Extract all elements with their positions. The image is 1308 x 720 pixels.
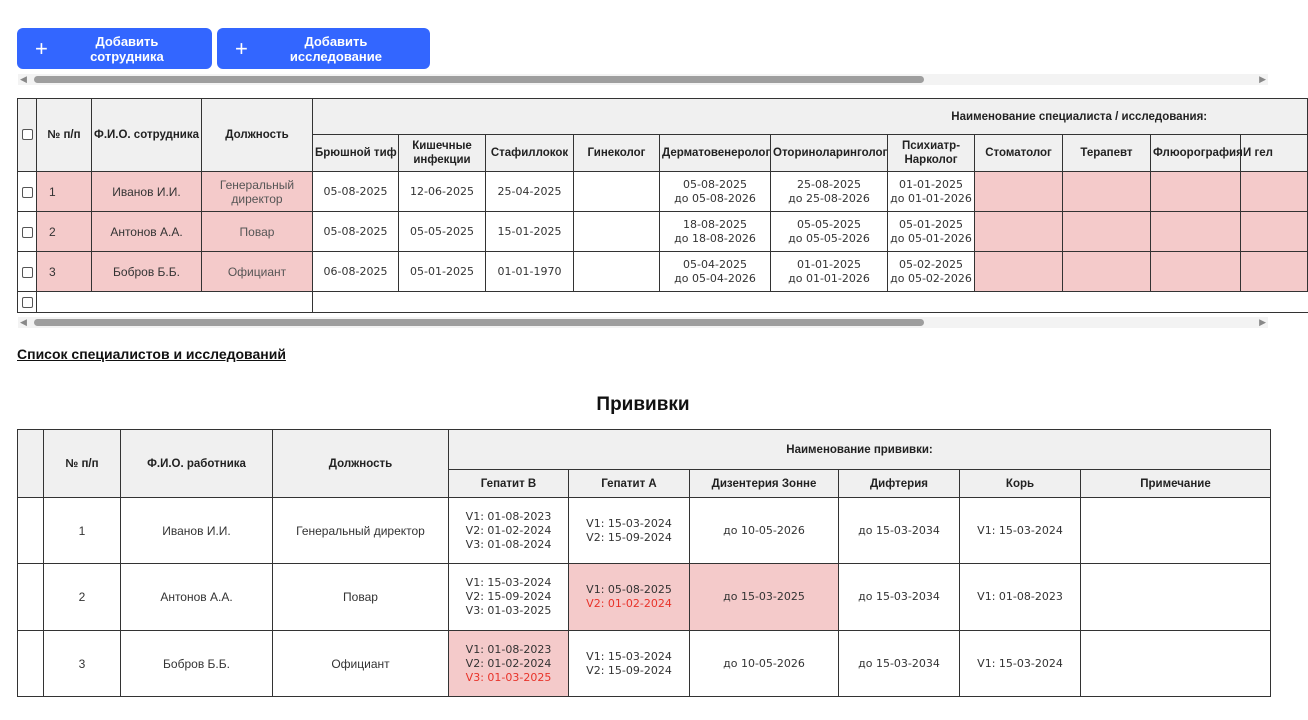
row-checkbox[interactable]	[22, 297, 33, 308]
table-row	[18, 172, 1308, 212]
exam-missing-cell	[975, 212, 1063, 252]
row-select-cell	[18, 172, 37, 212]
horizontal-scrollbar-bottom[interactable]	[18, 317, 1268, 328]
row-checkbox[interactable]	[22, 267, 33, 278]
exam-date-range	[888, 252, 975, 292]
employee-name: Антонов А.А.	[121, 564, 273, 631]
vaccine-measles: V1: 15-03-2024	[960, 498, 1081, 564]
exam-missing-cell	[1241, 252, 1308, 292]
exam-missing-cell	[1063, 252, 1151, 292]
vaccine-note	[1081, 631, 1271, 697]
employee-position: Официант	[202, 252, 313, 292]
vaccine-dose: V3: 01-03-2025	[465, 604, 552, 617]
employee-name: Антонов А.А.	[92, 212, 202, 252]
vaccines-group-header: Наименование прививки:	[449, 430, 1271, 470]
vaccine-dose: V1: 15-03-2024	[465, 576, 552, 589]
vaccine-hepatitis-a	[569, 564, 690, 631]
row-select-cell	[18, 292, 37, 313]
row-select-cell	[18, 212, 37, 252]
row-num: 3	[44, 631, 121, 697]
vaccine-note	[1081, 498, 1271, 564]
scroll-left-icon[interactable]: ◀	[20, 74, 27, 84]
row-select-cell	[18, 631, 44, 697]
specialist-header: Стафиллокок	[486, 135, 574, 172]
vaccine-header: Дизентерия Зонне	[690, 470, 839, 498]
vaccine-dose-overdue: V2: 01-02-2024	[586, 597, 672, 610]
employee-name: Бобров Б.Б.	[121, 631, 273, 697]
exam-valid-until: до 18-08-2026	[674, 231, 756, 245]
exam-valid-until: до 05-05-2026	[788, 231, 870, 245]
add-research-button[interactable]: + Добавить исследование	[217, 28, 430, 69]
specialist-header: Дерматовенеролог	[660, 135, 771, 172]
exam-missing-cell	[1241, 212, 1308, 252]
specialist-header: Психиатр-Нарколог	[888, 135, 975, 172]
exam-date-range	[888, 172, 975, 212]
vaccine-dose: V3: 01-08-2024	[465, 537, 552, 551]
employee-position: Генеральный директор	[202, 172, 313, 212]
vaccine-header: Примечание	[1081, 470, 1271, 498]
exam-missing-cell	[1063, 172, 1151, 212]
vaccine-hepatitis-b	[449, 498, 569, 564]
row-num: 1	[44, 498, 121, 564]
row-checkbox[interactable]	[22, 227, 33, 238]
exam-valid-until: до 05-01-2026	[890, 231, 972, 245]
vaccine-dose: V2: 01-02-2024	[465, 656, 552, 670]
vaccine-header: Корь	[960, 470, 1081, 498]
exam-missing-cell	[975, 172, 1063, 212]
table-row	[18, 564, 1271, 631]
plus-icon: +	[235, 35, 248, 61]
vaccine-dose: V1: 01-08-2023	[465, 642, 552, 656]
vaccine-dose: V2: 15-09-2024	[586, 530, 672, 544]
exam-date	[574, 252, 660, 292]
vaccine-dose: V1: 01-08-2023	[465, 509, 552, 523]
exam-date-range	[888, 212, 975, 252]
vaccine-hepatitis-b	[449, 564, 569, 631]
vaccinations-table	[17, 429, 1271, 697]
specialist-header: Флюорография	[1151, 135, 1241, 172]
exam-date: 05-01-2025	[399, 252, 486, 292]
vaccine-hepatitis-b	[449, 631, 569, 697]
specialist-header: Терапевт	[1063, 135, 1151, 172]
select-all-checkbox[interactable]	[22, 129, 33, 140]
scroll-right-icon[interactable]: ▶	[1259, 317, 1266, 327]
scrollbar-thumb[interactable]	[34, 76, 924, 83]
vaccine-dysentery: до 10-05-2026	[690, 498, 839, 564]
vaccine-dysentery: до 10-05-2026	[690, 631, 839, 697]
vaccine-header: Гепатит В	[449, 470, 569, 498]
row-num: 2	[37, 212, 92, 252]
exam-date: 18-08-2025	[683, 217, 747, 231]
specialist-header: Стоматолог	[975, 135, 1063, 172]
table-row	[18, 252, 1308, 292]
row-num: 1	[37, 172, 92, 212]
exam-date: 01-01-1970	[486, 252, 574, 292]
exam-date: 05-08-2025	[313, 172, 399, 212]
scrollbar-thumb[interactable]	[34, 319, 924, 326]
empty-cell	[37, 292, 313, 313]
exam-valid-until: до 25-08-2026	[788, 191, 870, 205]
employee-position: Генеральный директор	[273, 498, 449, 564]
exam-date: 12-06-2025	[399, 172, 486, 212]
exam-missing-cell	[1151, 172, 1241, 212]
vaccine-dose: V1: 05-08-2025	[586, 583, 672, 596]
specialist-header: Гинеколог	[574, 135, 660, 172]
exam-missing-cell	[975, 252, 1063, 292]
vaccine-dose: V2: 15-09-2024	[465, 590, 552, 603]
exam-date-range	[771, 172, 888, 212]
exam-valid-until: до 01-01-2026	[890, 191, 972, 205]
vaccine-dose-overdue: V3: 01-03-2025	[465, 670, 552, 684]
select-all-cell	[18, 99, 37, 172]
plus-icon: +	[35, 35, 48, 61]
add-employee-button[interactable]: + Добавить сотрудника	[17, 28, 212, 69]
row-select-cell	[18, 252, 37, 292]
exam-date: 05-08-2025	[683, 177, 747, 191]
employee-position: Повар	[202, 212, 313, 252]
row-num: 3	[37, 252, 92, 292]
exam-valid-until: до 01-01-2026	[788, 271, 870, 285]
vaccine-diphtheria: до 15-03-2034	[839, 564, 960, 631]
col-fio-header: Ф.И.О. работника	[121, 430, 273, 498]
col-position-header: Должность	[273, 430, 449, 498]
col-fio-header: Ф.И.О. сотрудника	[92, 99, 202, 172]
col-num-header: № п/п	[44, 430, 121, 498]
exam-date-range	[660, 252, 771, 292]
employee-name: Иванов И.И.	[121, 498, 273, 564]
exam-date: 01-01-2025	[797, 257, 861, 271]
table-row	[18, 498, 1271, 564]
exam-date: 01-01-2025	[899, 177, 963, 191]
exam-date: 05-02-2025	[899, 257, 963, 271]
specialists-list-link[interactable]: Список специалистов и исследований	[17, 346, 286, 362]
vaccine-diphtheria: до 15-03-2034	[839, 631, 960, 697]
vaccine-diphtheria: до 15-03-2034	[839, 498, 960, 564]
exam-date-range	[660, 212, 771, 252]
exam-valid-until: до 05-04-2026	[674, 271, 756, 285]
vaccine-measles: V1: 01-08-2023	[960, 564, 1081, 631]
vaccine-hepatitis-a	[569, 631, 690, 697]
scroll-left-icon[interactable]: ◀	[20, 317, 27, 327]
vaccine-header: Дифтерия	[839, 470, 960, 498]
row-num: 2	[44, 564, 121, 631]
medical-table	[17, 98, 1308, 313]
exam-date: 25-08-2025	[797, 177, 861, 191]
empty-cell	[313, 292, 1308, 313]
vaccine-note	[1081, 564, 1271, 631]
vaccine-dose: V1: 15-03-2024	[586, 649, 672, 663]
exam-date: 15-01-2025	[486, 212, 574, 252]
row-select-cell	[18, 564, 44, 631]
specialist-header: Кишечные инфекции	[399, 135, 486, 172]
new-row	[18, 292, 1308, 313]
col-position-header: Должность	[202, 99, 313, 172]
exam-date: 05-01-2025	[899, 217, 963, 231]
exam-date: 25-04-2025	[486, 172, 574, 212]
vaccine-dose: V1: 15-03-2024	[586, 516, 672, 530]
vaccinations-title: Прививки	[596, 394, 690, 415]
specialist-header: И гел	[1241, 135, 1308, 172]
empty-header	[18, 430, 44, 498]
table-row	[18, 631, 1271, 697]
exam-date: 05-05-2025	[399, 212, 486, 252]
row-checkbox[interactable]	[22, 187, 33, 198]
exam-valid-until: до 05-02-2026	[890, 271, 972, 285]
vaccine-dysentery: до 15-03-2025	[690, 564, 839, 631]
row-select-cell	[18, 498, 44, 564]
vaccine-hepatitis-a	[569, 498, 690, 564]
vaccine-dose: V2: 15-09-2024	[586, 663, 672, 677]
table-row	[18, 212, 1308, 252]
exam-missing-cell	[1241, 172, 1308, 212]
medical-table-container	[17, 98, 1273, 314]
exam-missing-cell	[1063, 212, 1151, 252]
vaccine-measles: V1: 15-03-2024	[960, 631, 1081, 697]
employee-position: Повар	[273, 564, 449, 631]
vaccine-dose: V2: 01-02-2024	[465, 523, 552, 537]
exam-date: 05-05-2025	[797, 217, 861, 231]
employee-name: Бобров Б.Б.	[92, 252, 202, 292]
vaccine-header: Гепатит А	[569, 470, 690, 498]
exam-valid-until: до 05-08-2026	[674, 191, 756, 205]
exam-missing-cell	[1151, 252, 1241, 292]
exam-date	[574, 212, 660, 252]
exam-date-range	[771, 252, 888, 292]
exam-missing-cell	[1151, 212, 1241, 252]
exam-date-range	[660, 172, 771, 212]
exam-date: 06-08-2025	[313, 252, 399, 292]
exam-date-range	[771, 212, 888, 252]
exam-date	[574, 172, 660, 212]
employee-name: Иванов И.И.	[92, 172, 202, 212]
exam-date: 05-04-2025	[683, 257, 747, 271]
col-num-header: № п/п	[37, 99, 92, 172]
employee-position: Официант	[273, 631, 449, 697]
scroll-right-icon[interactable]: ▶	[1259, 74, 1266, 84]
horizontal-scrollbar-top[interactable]	[18, 74, 1268, 85]
specialist-header: Оториноларинголог	[771, 135, 888, 172]
specialist-header: Брюшной тиф	[313, 135, 399, 172]
specialists-group-header: Наименование специалиста / исследования:	[313, 99, 1308, 135]
exam-date: 05-08-2025	[313, 212, 399, 252]
